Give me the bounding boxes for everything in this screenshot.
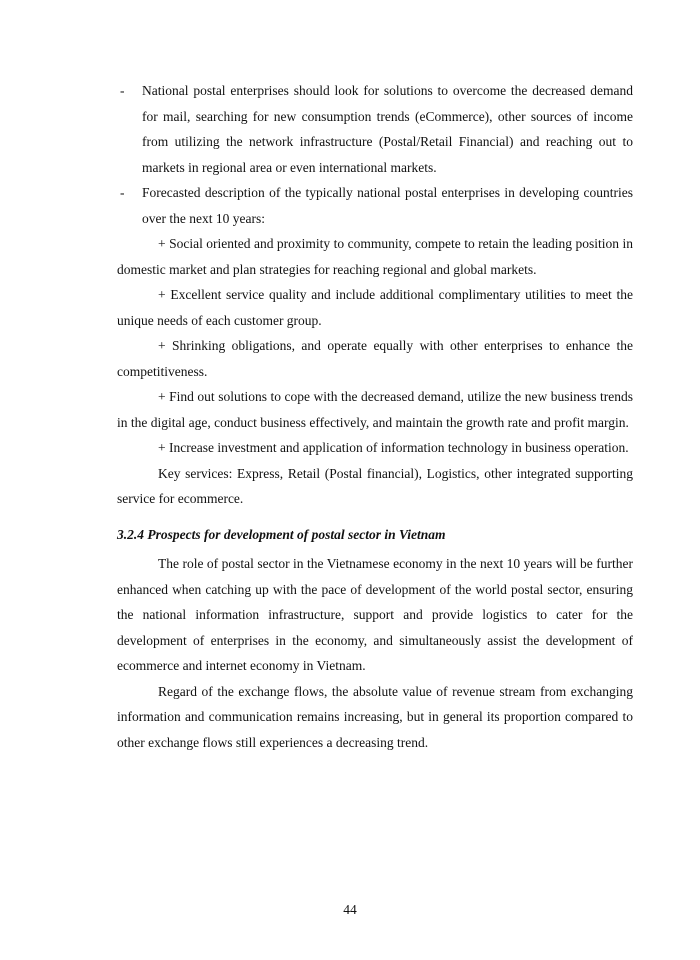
bullet-dash: - (120, 83, 125, 98)
bullet-text: Forecasted description of the typically national postal enterprises in developing countries over the next 10 years: (142, 185, 633, 226)
sub-point: + Find out solutions to cope with the decreased demand, utilize the new business trends in the digital age, conduct business effectively, and maintain the growth rate and profit margin. (117, 389, 633, 430)
body-paragraph: The role of postal sector in the Vietnamese economy in the next 10 years will be further enhanced when catching up with the pace of development of the world postal sector, ensuring the national information infrastructure, support and provide logistics to cater for the development of enterprises in the economy, and simultaneously assist the development of ecommerce and internet economy in Vietnam. (117, 556, 633, 673)
page-number: 44 (343, 902, 357, 917)
sub-point: + Shrinking obligations, and operate equally with other enterprises to enhance the competitiveness. (117, 338, 633, 379)
bullet-dash: - (120, 185, 125, 200)
key-services-paragraph: Key services: Express, Retail (Postal financial), Logistics, other integrated supporting service for ecommerce. (117, 465, 633, 506)
sub-point: + Excellent service quality and include additional complimentary utilities to meet the unique needs of each customer group. (117, 287, 633, 328)
sub-point: + Social oriented and proximity to community, compete to retain the leading position in domestic market and plan strategies for reaching regional and global markets. (117, 236, 633, 277)
page-body (117, 78, 633, 755)
body-paragraph: Regard of the exchange flows, the absolute value of revenue stream from exchanging information and communication remains increasing, but in general its proportion compared to other exchange flows still experiences a decreasing trend. (117, 683, 633, 750)
sub-point: + Increase investment and application of information technology in business operation. (158, 440, 629, 455)
section-heading: 3.2.4 Prospects for development of postal sector in Vietnam (117, 526, 446, 542)
bullet-item (117, 180, 633, 231)
bullet-text: National postal enterprises should look for solutions to overcome the decreased demand for mail, searching for new consumption trends (eCommerce), other sources of income from utilizing the network infrastructure (Postal/Retail Financial) and reaching out to markets in regional area or even international markets. (142, 83, 633, 175)
bullet-item (117, 78, 633, 180)
